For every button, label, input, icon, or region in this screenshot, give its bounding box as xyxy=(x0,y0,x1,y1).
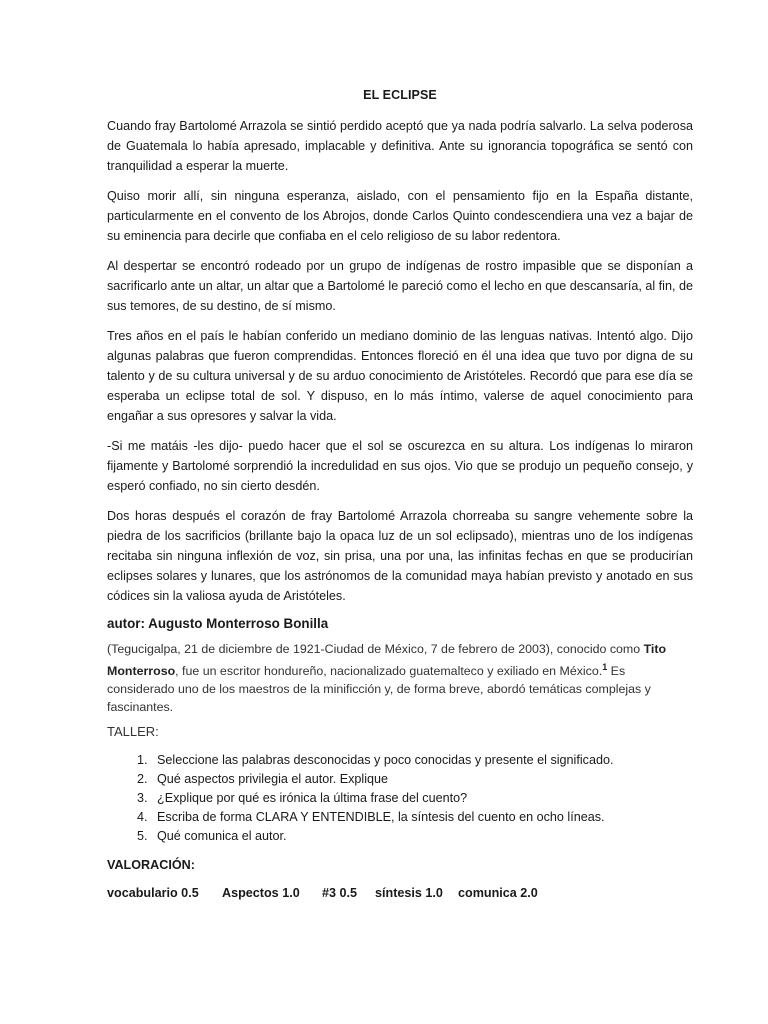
score-sintesis: síntesis 1.0 xyxy=(375,886,443,901)
author-nickname: Tito Monterroso xyxy=(107,642,667,678)
task-item: 4. Escriba de forma CLARA Y ENTENDIBLE, la síntesis del cuento en ocho líneas. xyxy=(151,808,693,827)
score-pregunta-3: #3 0.5 xyxy=(322,886,358,901)
story-paragraph: Quiso morir allí, sin ninguna esperanza, aislado, con el pensamiento fijo en la España distante, particularmente en el convento de los Abrojos, donde Carlos Quinto condescendiera una vez a bajar de su eminencia para decirle que confiaba en el celo religioso de su labor redentora. xyxy=(107,189,693,243)
author-line: autor: Augusto Monterroso Bonilla xyxy=(107,616,329,631)
bio-text: (Tegucigalpa, 21 de diciembre de 1921-Ciudad de México, 7 de febrero de 2003), conocido como xyxy=(107,642,644,656)
story-title: EL ECLIPSE xyxy=(363,88,437,102)
task-item: 5. Qué comunica el autor. xyxy=(151,827,693,846)
score-row xyxy=(107,886,693,900)
task-list xyxy=(107,751,693,846)
story-paragraph: Dos horas después el corazón de fray Bartolomé Arrazola chorreaba su sangre vehemente sobre la piedra de los sacrificios (brillante bajo la opaca luz de un sol eclipsado), mientras uno de los indígenas recitaba sin ninguna inflexión de voz, sin prisa, una por una, las infinitas fechas en que se producirían eclipses solares y lunares, que los astrónomos de la comunidad maya habían previsto y anotado en sus códices sin la valiosa ayuda de Aristóteles. xyxy=(107,509,693,603)
story-paragraph: Tres años en el país le habían conferido un mediano dominio de las lenguas nativas. Intentó algo. Dijo algunas palabras que fueron comprendidas. Entonces floreció en él una idea que tuvo por digna de su talento y de su cultura universal y de su arduo conocimiento de Aristóteles. Recordó que para ese día se esperaba un eclipse total de sol. Y dispuso, en lo más íntimo, valerse de aquel conocimiento para engañar a sus opresores y salvar la vida. xyxy=(107,329,693,423)
story-paragraph: -Si me matáis -les dijo- puedo hacer que el sol se oscurezca en su altura. Los indígenas lo miraron fijamente y Bartolomé sorprendió la incredulidad en sus ojos. Vio que se produjo un pequeño consejo, y esperó confiado, no sin cierto desdén. xyxy=(107,439,693,493)
footnote-marker[interactable]: 1 xyxy=(602,661,608,672)
score-aspectos: Aspectos 1.0 xyxy=(222,886,300,901)
bio-text: Es considerado uno de los maestros de la minificción y, de forma breve, abordó temáticas complejas y fascinantes. xyxy=(107,663,651,714)
document-page xyxy=(107,88,693,900)
task-item: 2. Qué aspectos privilegia el autor. Explique xyxy=(151,770,693,789)
score-vocabulario: vocabulario 0.5 xyxy=(107,886,199,901)
taller-heading: TALLER: xyxy=(107,724,159,740)
task-item: 3. ¿Explique por qué es irónica la última frase del cuento? xyxy=(151,789,693,808)
task-item: 1. Seleccione las palabras desconocidas y poco conocidas y presente el significado. xyxy=(151,751,693,770)
valoracion-heading: VALORACIÓN: xyxy=(107,858,195,873)
bio-text: , fue un escritor hondureño, nacionalizado guatemalteco y exiliado en México. xyxy=(175,663,603,678)
story-paragraph: Cuando fray Bartolomé Arrazola se sintió perdido aceptó que ya nada podría salvarlo. La selva poderosa de Guatemala lo había apresado, implacable y definitiva. Ante su ignorancia topográfica se sentó con tranquilidad a esperar la muerte. xyxy=(107,119,693,173)
story-paragraph: Al despertar se encontró rodeado por un grupo de indígenas de rostro impasible que se disponían a sacrificarlo ante un altar, un altar que a Bartolomé le pareció como el lecho en que descansaría, al fin, de sus temores, de su destino, de sí mismo. xyxy=(107,259,693,313)
author-bio xyxy=(107,641,693,716)
score-comunica: comunica 2.0 xyxy=(458,886,538,901)
